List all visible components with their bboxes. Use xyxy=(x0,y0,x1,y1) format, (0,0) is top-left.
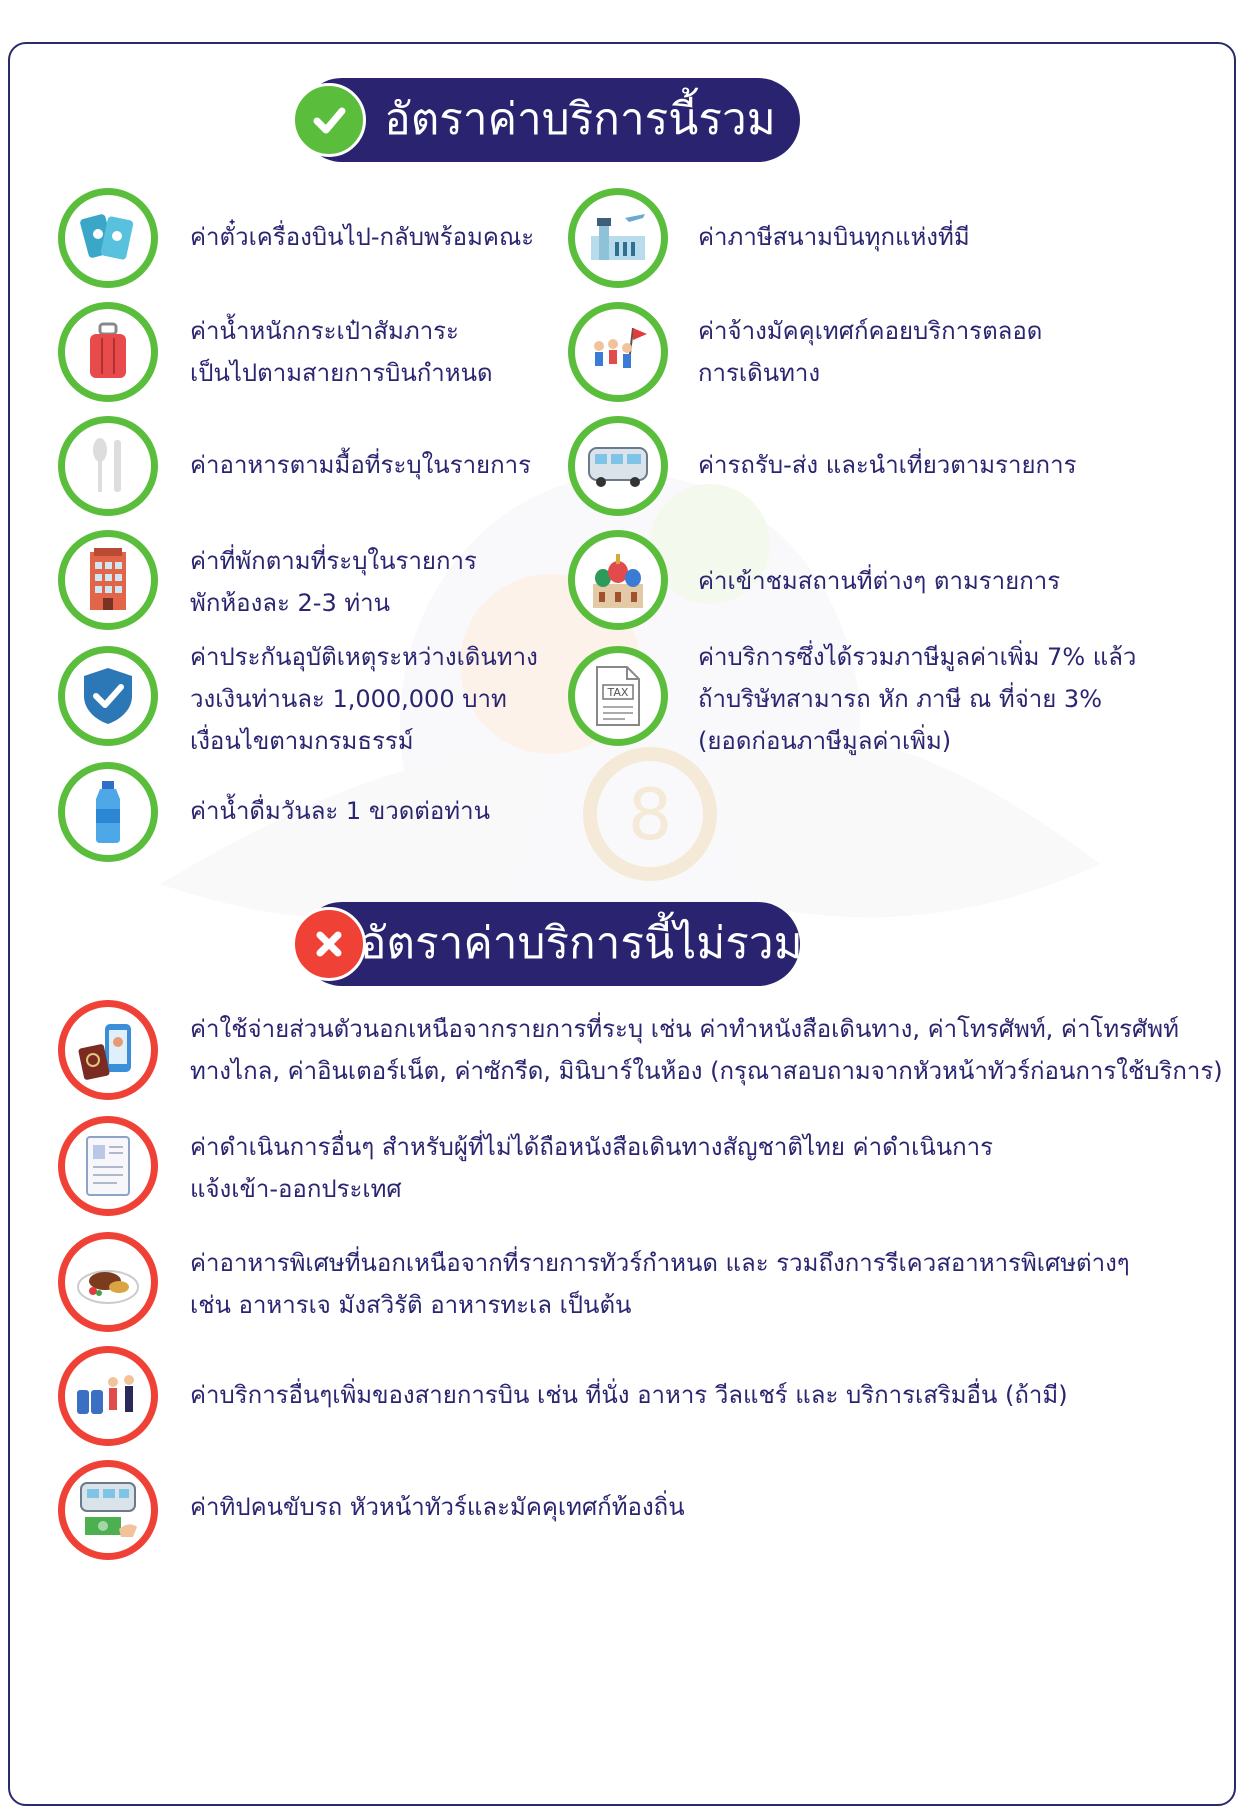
luggage-icon xyxy=(58,302,158,402)
svg-text:8: 8 xyxy=(627,774,673,856)
included-title: อัตราค่าบริการนี้รวม xyxy=(384,94,776,145)
included-item-insurance: ค่าประกันอุบัติเหตุระหว่างเดินทาง วงเงินท่านละ 1,000,000 บาท เงื่อนไขตามกรมธรรม์ xyxy=(190,643,538,755)
bus-icon xyxy=(568,416,668,516)
included-item-meals: ค่าอาหารตามมื้อที่ระบุในรายการ xyxy=(190,451,532,479)
cutlery-icon xyxy=(58,416,158,516)
ticket-icon xyxy=(58,188,158,288)
airport-icon xyxy=(568,188,668,288)
included-item-airport-tax: ค่าภาษีสนามบินทุกแห่งที่มี xyxy=(698,223,970,251)
excluded-title: อัตราค่าบริการนี้ไม่รวม xyxy=(360,918,803,969)
excluded-item-foreign-passport: ค่าดำเนินการอื่นๆ สำหรับผู้ที่ไม่ได้ถือหนังสือเดินทางสัญชาติไทย ค่าดำเนินการ แจ้งเข้า-ออกประเทศ xyxy=(190,1133,994,1203)
shield-check-icon xyxy=(58,646,158,746)
included-header xyxy=(300,78,800,162)
passport-phone-icon xyxy=(58,1000,158,1100)
tour-guide-icon xyxy=(568,302,668,402)
steak-plate-icon xyxy=(58,1232,158,1332)
included-item-admission: ค่าเข้าชมสถานที่ต่างๆ ตามรายการ xyxy=(698,567,1061,595)
tax-document-icon xyxy=(568,646,668,746)
visa-document-icon xyxy=(58,1116,158,1216)
excluded-item-personal: ค่าใช้จ่ายส่วนตัวนอกเหนือจากรายการที่ระบุ เช่น ค่าทำหนังสือเดินทาง, ค่าโทรศัพท์, ค่าโทรศัพท์ ทางไกล, ค่าอินเตอร์เน็ต, ค่าซักรีด, มินิบาร์ในห้อง (กรุณาสอบถามจากหัวหน้าทัวร์ก่อนการใช้บริการ) xyxy=(190,1015,1223,1085)
hotel-icon xyxy=(58,530,158,630)
included-item-guide: ค่าจ้างมัคคุเทศก์คอยบริการตลอด การเดินทาง xyxy=(698,317,1043,387)
included-item-transport: ค่ารถรับ-ส่ง และนำเที่ยวตามรายการ xyxy=(698,451,1077,479)
excluded-item-tips: ค่าทิปคนขับรถ หัวหน้าทัวร์และมัคคุเทศก์ท้องถิ่น xyxy=(190,1493,685,1521)
airline-seats-icon xyxy=(58,1346,158,1446)
excluded-item-special-meals: ค่าอาหารพิเศษที่นอกเหนือจากที่รายการทัวร์กำหนด และ รวมถึงการรีเควสอาหารพิเศษต่างๆ เช่น อาหารเจ มังสวิรัติ อาหารทะเล เป็นต้น xyxy=(190,1249,1130,1319)
water-bottle-icon xyxy=(58,762,158,862)
landmark-icon xyxy=(568,530,668,630)
included-item-luggage: ค่าน้ำหนักกระเป๋าสัมภาระ เป็นไปตามสายการบินกำหนด xyxy=(190,317,493,387)
included-item-airfare: ค่าตั๋วเครื่องบินไป-กลับพร้อมคณะ xyxy=(190,223,535,251)
excluded-header xyxy=(300,902,803,986)
svg-text:TAX: TAX xyxy=(607,686,629,699)
tip-money-icon xyxy=(58,1460,158,1560)
excluded-item-airline-extras: ค่าบริการอื่นๆเพิ่มของสายการบิน เช่น ที่นั่ง อาหาร วีลแชร์ และ บริการเสริมอื่น (ถ้ามี) xyxy=(190,1381,1068,1409)
included-item-vat: ค่าบริการซึ่งได้รวมภาษีมูลค่าเพิ่ม 7% แล้ว ถ้าบริษัทสามารถ หัก ภาษี ณ ที่จ่าย 3% (ยอดก่อนภาษีมูลค่าเพิ่ม) xyxy=(698,643,1137,755)
included-item-hotel: ค่าที่พักตามที่ระบุในรายการ พักห้องละ 2-3 ท่าน xyxy=(190,547,477,617)
included-item-water: ค่าน้ำดื่มวันละ 1 ขวดต่อท่าน xyxy=(190,797,490,825)
